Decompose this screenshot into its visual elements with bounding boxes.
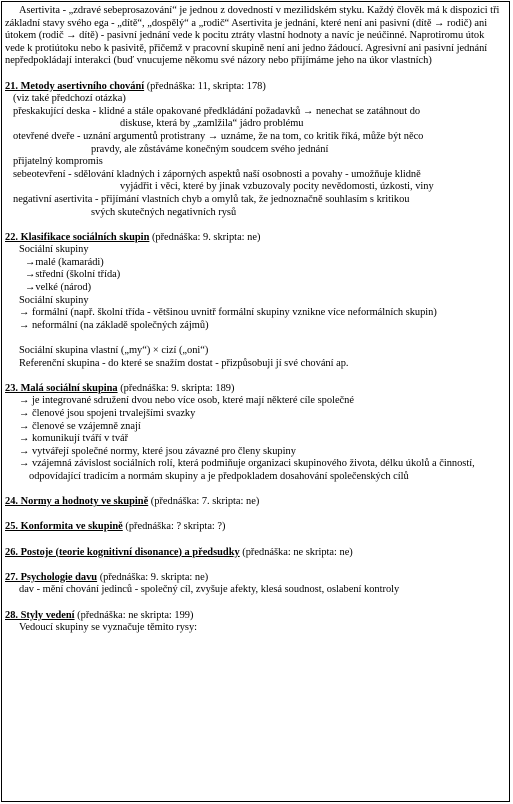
heading-25-title: 25. Konformita ve skupině (5, 521, 123, 533)
heading-26 (5, 547, 504, 560)
heading-28-note: (přednáška: ne skripta: 199) (74, 609, 194, 621)
s27-line: dav - mění chování jedinců - společný cíl, zvyšuje afekty, klesá soudnost, oslabení kontroly (19, 584, 400, 596)
heading-27 (5, 572, 504, 585)
s23-line: → komunikují tváří v tvář (19, 433, 129, 445)
intro-paragraph: Asertivita - „zdravé sebeprosazování“ je jednou z dovedností v mezilidském styku. Každý člověk má k dispozici tři základní stavy svého ega - „dítě“, „dospělý“ a „rodič“ Asertivita je jednání, které není ani pasivní (dítě → rodič) ani útokem (rodič → dítě) - pasivní jednání vede k pocitu ztráty vlastní hodnoty a navíc je neúčinné. Naprotiromu útok vede k protiútoku nebo k pasivitě, přičemž v pracovní skupině není ani jedno žádoucí. Agresivní ani pasivní jednání nepředpokládají interakci (buď vnucujeme někomu své názory nebo přijímáme jeho na úkor vlastních) (5, 5, 500, 67)
s21-item-4: sebeotevření - sdělování kladných i záporných aspektů naší osobnosti a povahy - umožňuje klidně (13, 168, 421, 180)
s22-line: Sociální skupina vlastní („my“) × cizí („oni“) (19, 345, 209, 357)
document-page (1, 1, 510, 802)
s22-line: → formální (např. školní třída - většinou uvnitř formální skupiny vznikne více neformálních skupin) (19, 307, 437, 319)
heading-22 (5, 232, 504, 245)
heading-21 (5, 81, 504, 94)
s22-line: Sociální skupiny (19, 244, 89, 256)
s23-line: → členové jsou spojeni trvalejšími svazky (19, 408, 196, 419)
s23-line: → je integrované sdružení dvou nebo více osob, které mají některé cíle společné (19, 395, 354, 407)
s21-item-4-cont: vyjádřit i věci, které by jinak vzbuzovaly pocity nevědomosti, úzkosti, viny (120, 181, 434, 193)
heading-23-title: 23. Malá sociální skupina (5, 382, 118, 394)
heading-27-note: (přednáška: 9. skripta: ne) (97, 571, 209, 583)
s21-item-1-cont: diskuse, která by „zamlžila“ jádro problému (120, 118, 304, 130)
s22-line: →střední (školní třída) (25, 269, 121, 281)
s28-line: Vedoucí skupiny se vyznačuje těmito rysy: (19, 622, 198, 634)
s23-line: → vzájemná závislost sociálních rolí, která podmiňuje organizaci skupinového života, délku úkolů a činností, odpovídající tradicím a normám skupiny a je předpokladem dosahování společenských cílů (19, 458, 475, 482)
s22-line: →velké (národ) (25, 282, 92, 294)
heading-26-note: (přednáška: ne skripta: ne) (239, 546, 353, 558)
heading-21-title: 21. Metody asertivního chování (5, 80, 145, 92)
heading-25-note: (přednáška: ? skripta: ?) (122, 521, 226, 533)
s22-line: → neformální (na základě společných zájmů) (19, 319, 209, 331)
s22-line: →malé (kamarádi) (25, 256, 104, 268)
s22-line: Referenční skupina - do které se snažím dostat - přizpůsobuji jí své chování ap. (19, 357, 349, 369)
s23-line: → členové se vzájemně znají (19, 420, 141, 432)
s22-line: Sociální skupiny (19, 294, 89, 306)
heading-23-note: (přednáška: 9. skripta: 189) (117, 382, 235, 394)
s23-line: → vytvářejí společné normy, které jsou závazné pro členy skupiny (19, 445, 296, 457)
heading-25 (5, 521, 504, 534)
s21-item-3: přijatelný kompromis (13, 156, 103, 168)
heading-23 (5, 383, 504, 396)
heading-22-title: 22. Klasifikace sociálních skupin (5, 231, 150, 243)
heading-26-title: 26. Postoje (teorie kognitivní disonance) a předsudky (5, 546, 240, 558)
s21-item-5-cont: svých skutečných negativních rysů (91, 206, 237, 218)
heading-24-title: 24. Normy a hodnoty ve skupině (5, 496, 149, 508)
heading-24-note: (přednáška: 7. skripta: ne) (148, 496, 260, 508)
s21-item-1: přeskakující deska - klidné a stále opakované předkládání požadavků → nenechat se zatáhnout do (13, 105, 421, 117)
s21-subnote: (viz také předchozí otázka) (13, 93, 126, 105)
heading-27-title: 27. Psychologie davu (5, 571, 98, 583)
heading-22-note: (přednáška: 9. skripta: ne) (149, 231, 261, 243)
s21-item-5: negativní asertivita - přijímání vlastních chyb a omylů tak, že jednoznačně souhlasím s kritikou (13, 193, 410, 205)
s21-item-2-cont: pravdy, ale zůstáváme konečným soudcem svého jednání (91, 143, 329, 155)
heading-24 (5, 496, 504, 509)
heading-28 (5, 610, 504, 623)
heading-28-title: 28. Styly vedení (5, 609, 75, 621)
heading-21-note: (přednáška: 11, skripta: 178) (144, 80, 266, 92)
s21-item-2: otevřené dveře - uznání argumentů protistrany → uznáme, že na tom, co kritik říká, může být něco (13, 130, 424, 142)
